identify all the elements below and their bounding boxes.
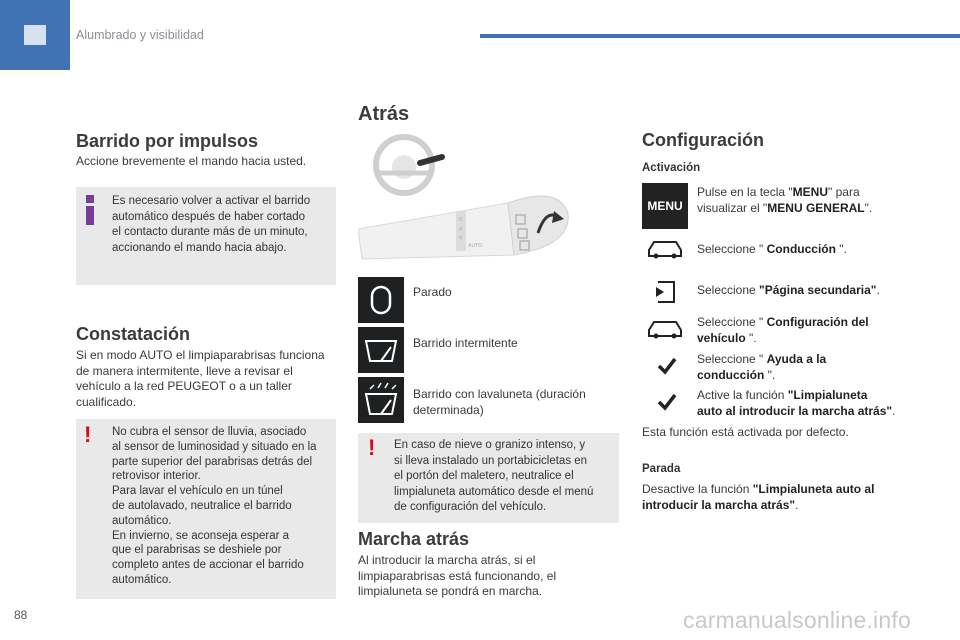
mode-parado-label: Parado xyxy=(413,285,452,299)
wiper-stalk-illustration xyxy=(358,133,598,265)
configuracion-title: Configuración xyxy=(642,130,764,150)
activacion-subtitle: Activación xyxy=(642,162,701,174)
checkmark-icon xyxy=(657,393,677,411)
warning-icon: ! xyxy=(368,435,376,460)
marcha-text: Al introducir la marcha atrás, si el limpiaparabrisas está funcionando, el limpialuneta se pondrá en marcha. xyxy=(358,553,557,598)
info-note-text: Es necesario volver a activar el barrido automático después de haber cortado el contacto durante más de un minuto, accionando el mando hacia abajo. xyxy=(112,195,311,254)
svg-text:0: 0 xyxy=(459,217,463,223)
mode-lavaluneta-label: Barrido con lavaluneta (duración determinada) xyxy=(413,387,586,417)
stalk-auto-label: AUTO xyxy=(468,243,483,249)
marcha-title: Marcha atrás xyxy=(358,529,470,549)
watermark: carmanualsonline.info xyxy=(683,607,911,633)
constatacion-title: Constatación xyxy=(76,324,191,344)
checkmark-icon xyxy=(657,357,677,375)
warning-note-middle xyxy=(358,433,619,523)
svg-text:o: o xyxy=(459,235,463,241)
default-text: Esta función está activada por defecto. xyxy=(642,425,849,439)
barrido-text: Accione brevemente el mando hacia usted. xyxy=(76,154,307,168)
rear-washer-icon xyxy=(358,377,404,423)
warning-note-left xyxy=(76,419,336,599)
menu-key-icon: MENU xyxy=(642,183,688,229)
constatacion-text: Si en modo AUTO el limpiaparabrisas funciona de manera intermitente, lleve a revisar el vehículo a la red PEUGEOT o a un taller cualificado. xyxy=(76,348,325,409)
next-page-icon xyxy=(654,280,678,304)
atras-title: Atrás xyxy=(358,103,410,125)
section-title: Alumbrado y visibilidad xyxy=(76,28,204,42)
header-rule xyxy=(480,34,960,38)
chapter-tab xyxy=(0,0,70,70)
step-5-text: Seleccione " Ayuda a la conducción ". xyxy=(697,352,827,382)
step-1-text: Pulse en la tecla "MENU" para visualizar el "MENU GENERAL". xyxy=(697,185,873,215)
car-settings-icon xyxy=(646,316,684,340)
warning-note-middle-text: En caso de nieve o granizo intenso, y si lleva instalado un portabicicletas en el portón del maletero, neutralice el limpialuneta automático desde el menú de configuración del vehículo. xyxy=(394,439,594,513)
parada-text: Desactive la función "Limpialuneta auto al introducir la marcha atrás". xyxy=(642,482,875,512)
rear-wiper-icon xyxy=(358,327,404,373)
svg-text:o: o xyxy=(459,226,463,232)
warning-icon: ! xyxy=(84,422,92,447)
stalk-lever-icon xyxy=(420,157,442,163)
warning-note-left-text: No cubra el sensor de lluvia, asociado al sensor de luminosidad y situado en la parte superior del parabrisas detrás del retrovisor interior. Para lavar el vehículo en un túnel de autolavado, neutralice el barrido automático. En invierno, se aconseja esperar a que el parabrisas se deshiele por completo antes de accionar el barrido automático. xyxy=(112,426,317,586)
mode-intermitente-label: Barrido intermitente xyxy=(413,336,518,350)
car-icon xyxy=(646,236,684,260)
barrido-title: Barrido por impulsos xyxy=(76,131,259,151)
parada-subtitle: Parada xyxy=(642,463,681,475)
chapter-tab-square xyxy=(24,25,46,45)
info-icon xyxy=(86,195,94,225)
page-number: 88 xyxy=(14,608,28,622)
step-4-text: Seleccione " Configuración del vehículo ". xyxy=(697,315,869,345)
step-6-text: Active la función "Limpialuneta auto al introducir la marcha atrás". xyxy=(697,388,896,418)
step-3-text: Seleccione "Página secundaria". xyxy=(697,283,880,297)
info-note xyxy=(76,187,336,285)
stalk-body-icon xyxy=(358,196,568,259)
step-2-text: Seleccione " Conducción ". xyxy=(697,242,847,256)
off-circle-icon xyxy=(358,277,404,323)
